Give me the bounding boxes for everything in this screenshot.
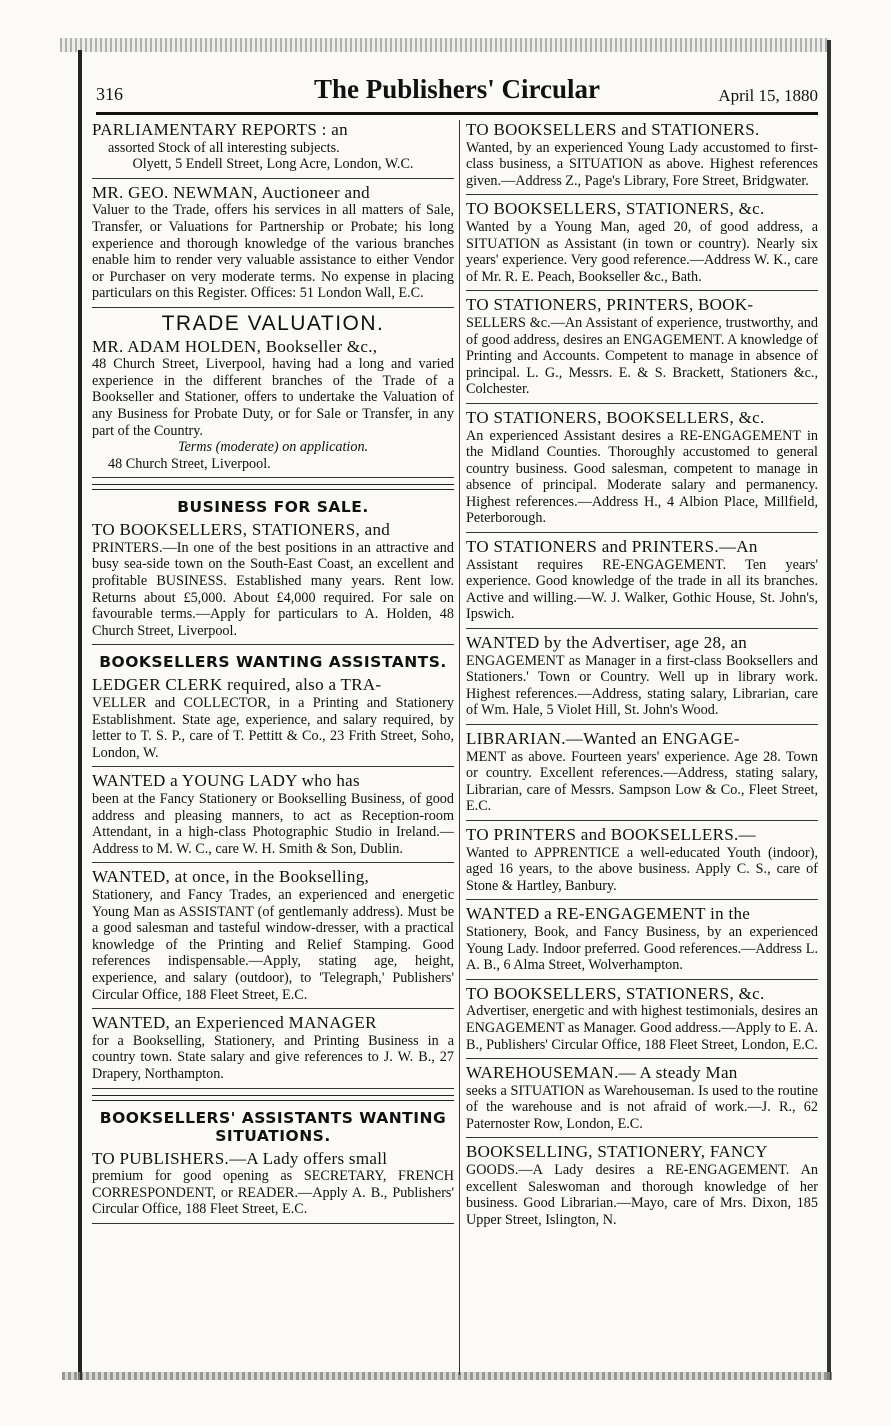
ad-right-4 [466, 407, 818, 533]
ad-right-8 [466, 824, 818, 900]
section-heading-booksellers-wanting: BOOKSELLERS WANTING ASSISTANTS. [99, 653, 447, 672]
left-column [92, 122, 454, 1230]
page-header [96, 74, 818, 108]
ad-trade-valuation [92, 311, 454, 478]
ad-body: 48 Church Street, Liverpool, having had a long and varied experience in the different branches of the Trade of a Bookseller and Stationer, offers to undertake the Valuation of any Business for Probate Duty, or for Sale or Transfer, in any part of the Country. [92, 356, 454, 439]
ad-body: MENT as above. Fourteen years' experience. Age 28. Town or country. Excellent references.—Address, stating salary, Librarian, care of Messrs. Sampson Low & Co., Fleet Street, E.C. [466, 748, 818, 815]
ad-body: Wanted by a Young Man, aged 20, of good address, a SITUATION as Assistant (in town or country). Nearly six years' experience. Very good reference.—Address W. K., care of Mr. R. E. Peach, Bookseller &c., Bath. [466, 218, 818, 285]
ad-right-11 [466, 1065, 818, 1138]
ad-body: VELLER and COLLECTOR, in a Printing and Stationery Establishment. State age, experience, and salary required, by letter to T. S. P., care of T. Pettitt & Co., 23 Frith Street, Soho, London, W. [92, 695, 454, 761]
ad-lead: MR. GEO. NEWMAN, Auctioneer and [92, 182, 370, 202]
ad-lead: TO BOOKSELLERS, STATIONERS, &c. [466, 199, 765, 219]
ad-body: GOODS.—A Lady desires a RE-ENGAGEMENT. An excellent Saleswoman and thorough knowledge of her business. Good Librarian.—Mayo, care of Mrs. Dixon, 185 Upper Street, Islington, N. [466, 1162, 818, 1228]
ad-terms: Terms (moderate) on application. [177, 439, 369, 456]
ad-body: seeks a SITUATION as Warehouseman. Is used to the routine of the warehouse and is not afraid of work.—J. R., 62 Paternoster Row, London, E.C. [466, 1082, 818, 1132]
ad-body: Wanted to APPRENTICE a well-educated Youth (indoor), aged 16 years, to the above business. Apply C. S., care of Stone & Hartley, Banbury. [466, 844, 818, 894]
ad-lead: WANTED a RE-ENGAGEMENT in the [466, 904, 751, 924]
ad-body: Valuer to the Trade, offers his services in all matters of Sale, Transfer, or Valuations for Partnership or Probate; his long experience and thorough knowledge of the various branches enable him to render very valuable assistance to either Vendor or Purchaser on very moderate terms. No expense in placing particulars on this Register. Offices: 51 London Wall, E.C. [92, 202, 454, 302]
ad-body: Assistant requires RE-ENGAGEMENT. Ten years' experience. Good knowledge of the trade in all its branches. Active and willing.—W. J. Walker, Gothic House, St. John's, Ipswich. [466, 556, 818, 623]
ad-body: SELLERS &c.—An Assistant of experience, trustworthy, and of good address, desires an ENGAGEMENT. A knowledge of Printing and Accounts. Competent to manage in absence of principal. L. G., Messrs. E. & S. Brackett, Stationers &c., Colchester. [466, 314, 818, 398]
ad-lead: BOOKSELLING, STATIONERY, FANCY [466, 1142, 768, 1162]
ad-lead: MR. ADAM HOLDEN, Bookseller &c., [92, 336, 378, 356]
ad-lead: WANTED, at once, in the Bookselling, [92, 867, 370, 887]
ad-right-2 [466, 201, 818, 291]
ad-body: ENGAGEMENT as Manager in a first-class Booksellers and Stationers.' Town or Country. Well up in library work. Highest references.—Address, stating salary, Librarian, care of Wm. Hale, 5 Violet Hill, St. John's Wood. [466, 652, 818, 719]
ad-body: Advertiser, energetic and with highest testimonials, desires an ENGAGEMENT as Manager. Good address.—Apply to E. A. B., Publishers' Circular Office, 188 Fleet Street, London, E.C. [466, 1003, 818, 1053]
ad-right-9 [466, 906, 818, 979]
journal-title: The Publishers' Circular [313, 74, 601, 104]
ad-lead: TO STATIONERS and PRINTERS.—An [466, 537, 758, 557]
section-rule [92, 484, 454, 490]
ad-experienced-manager [92, 1015, 454, 1088]
right-column [466, 122, 818, 1239]
ad-right-10 [466, 983, 818, 1059]
torn-top-edge [60, 38, 830, 52]
ad-wanted-at-once [92, 869, 454, 1009]
ad-young-lady [92, 773, 454, 863]
ad-lead: TO STATIONERS, BOOKSELLERS, &c. [466, 407, 765, 427]
ad-address: 48 Church Street, Liverpool. [108, 455, 271, 472]
ad-lead: TO STATIONERS, PRINTERS, BOOK- [466, 295, 754, 315]
ad-right-1 [466, 122, 818, 195]
ad-body: Stationery, Book, and Fancy Business, by an experienced Young Lady. Indoor preferred. Good references.—Address L. A. B., 6 Alma Street, Wolverhampton. [466, 923, 818, 974]
ad-lead: TO PRINTERS and BOOKSELLERS.— [466, 824, 756, 844]
ad-business-for-sale [92, 522, 454, 645]
right-border-rule [827, 40, 831, 1380]
section-heading-assistants-wanting: BOOKSELLERS' ASSISTANTS WANTING SITUATIONS. [99, 1108, 447, 1145]
section-heading: TRADE VALUATION. [161, 311, 385, 335]
ad-body: An experienced Assistant desires a RE-ENGAGEMENT in the Midland Counties. Thoroughly accustomed to general country business. Good salesman, competent to manage in absence of principal. Moderate salary and permanency. Highest references.—Address H., 4 Albion Place, Millfield, Peterborough. [466, 427, 818, 527]
ad-lead: PARLIAMENTARY REPORTS : an [92, 120, 348, 139]
ad-body: Stationery, and Fancy Trades, an experienced and energetic Young Man as ASSISTANT (of gentlemanly address). Must be a good salesman and tasteful window-dresser, with a practical knowledge of the Printing and Relief Stamping. Good references indispensable.—Apply, stating age, height, experience, and salary (outdoor), to 'Telegraph,' Publishers' Circular Office, 188 Fleet Street, E.C. [92, 886, 454, 1003]
ad-lead: WANTED a YOUNG LADY who has [92, 771, 360, 791]
ad-parliamentary-reports [92, 122, 454, 179]
ad-right-6 [466, 635, 818, 725]
column-divider [459, 120, 460, 1375]
ad-lead: WANTED by the Advertiser, age 28, an [466, 633, 748, 653]
torn-bottom-edge [62, 1372, 832, 1380]
ad-lead: TO PUBLISHERS.—A Lady offers small [92, 1148, 388, 1168]
ad-right-7 [466, 731, 818, 821]
ad-right-3 [466, 297, 818, 404]
ad-ledger-clerk [92, 677, 454, 767]
ad-body: for a Bookselling, Stationery, and Printing Business in a country town. State salary and give references to J. W. B., 27 Drapery, Northampton. [92, 1032, 454, 1082]
page-number: 316 [96, 84, 123, 104]
ad-body: Wanted, by an experienced Young Lady accustomed to first-class business, a SITUATION as above. Highest references given.—Address Z., Page's Library, Fore Street, Bridgwater. [466, 139, 818, 189]
ad-body: assorted Stock of all interesting subjects. [108, 139, 340, 156]
ad-lead: TO BOOKSELLERS and STATIONERS. [466, 120, 760, 139]
ad-lead: WANTED, an Experienced MANAGER [92, 1013, 377, 1033]
section-rule [92, 1095, 454, 1101]
issue-date: April 15, 1880 [718, 86, 818, 105]
ad-right-12 [466, 1144, 818, 1233]
ad-body: PRINTERS.—In one of the best positions in an attractive and busy sea-side town on the South-East Coast, an excellent and profitable BUSINESS. Established many years. Rent low. Returns about £5,000. About £4,000 required. For sale on favourable terms.—Apply for particulars to A. Holden, 48 Church Street, Liverpool. [92, 539, 454, 639]
ad-body: premium for good opening as SECRETARY, FRENCH CORRESPONDENT, or READER.—Apply A. B., Publishers' Circular Office, 188 Fleet Street, E.C. [92, 1168, 454, 1218]
ad-lead: TO BOOKSELLERS, STATIONERS, and [92, 520, 391, 540]
header-rule [96, 112, 818, 115]
ad-geo-newman [92, 182, 454, 308]
ad-lead: WAREHOUSEMAN.— A steady Man [466, 1063, 738, 1083]
ad-address: Olyett, 5 Endell Street, Long Acre, London, W.C. [132, 156, 414, 173]
ad-lead: LIBRARIAN.—Wanted an ENGAGE- [466, 729, 740, 748]
ad-lead: TO BOOKSELLERS, STATIONERS, &c. [466, 983, 765, 1003]
ad-to-publishers [92, 1148, 454, 1224]
ad-right-5 [466, 539, 818, 629]
ad-body: been at the Fancy Stationery or Bookselling Business, of good address and pleasing manners, to act as Reception-room Attendant, in a high-class Photographic Studio in Ireland.—Address to M. W. C., care W. H. Smith & Son, Dublin. [92, 791, 454, 857]
left-border-rule [78, 50, 82, 1380]
ad-lead: LEDGER CLERK required, also a TRA- [92, 675, 382, 695]
section-heading-business-for-sale: BUSINESS FOR SALE. [177, 498, 369, 517]
